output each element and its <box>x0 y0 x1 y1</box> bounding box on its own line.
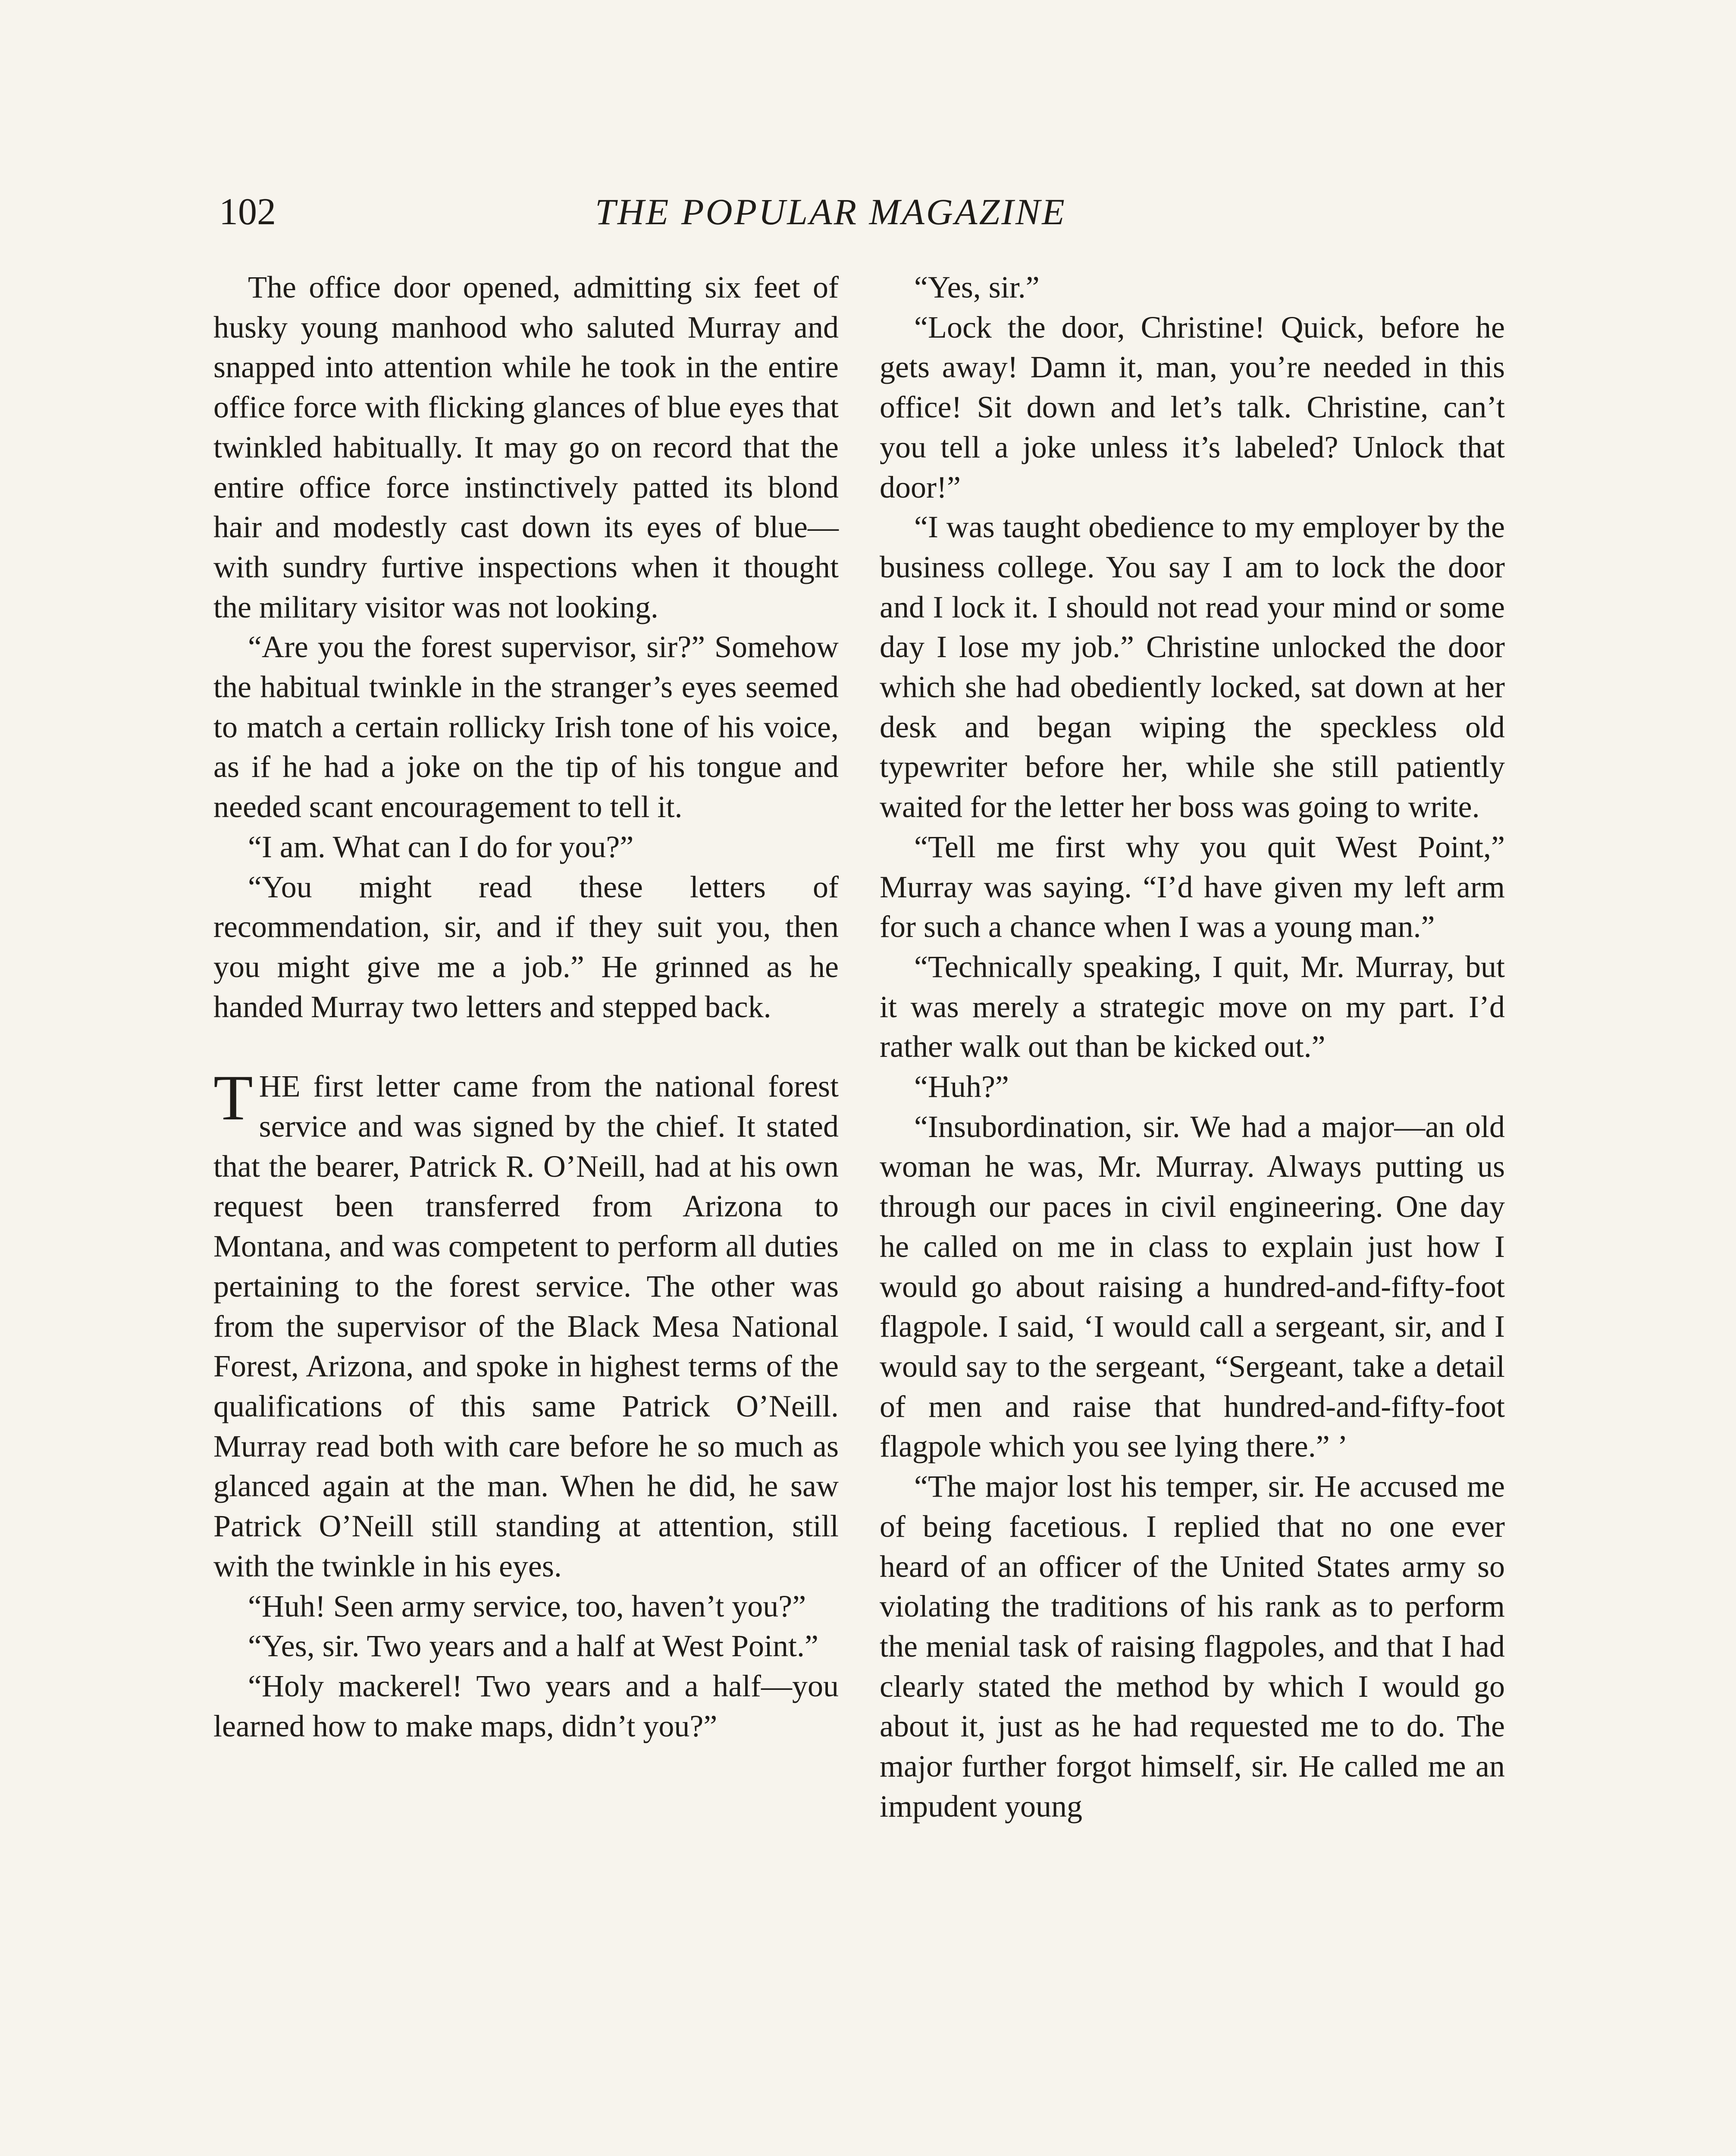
paragraph: “The major lost his temper, sir. He accused me of being facetious. I replied that no one ever heard of an officer of the United States army so violating the traditions of his rank as to perform the menial task of raising flagpoles, and that I had clearly stated the method by which I would go about it, just as he had requested me to do. The major further forgot himself, sir. He called me an impudent young <box>880 1469 1505 1824</box>
paragraph: “You might read these letters of recommendation, sir, and if they suit you, then you might give me a job.” He grinned as he handed Murray two letters and stepped back. <box>213 869 839 1024</box>
section-text: HE first letter came from the national forest service and was signed by the chief. It stated that the bearer, Patrick R. O’Neill, had at his own request been transferred from Arizona to Montana, and was competent to perform all duties pertaining to the forest service. The other was from the supervisor of the Black Mesa National Forest, Arizona, and spoke in highest terms of the qualifications of this same Patrick O’Neill. Murray read both with care before he so much as glanced again at the man. When he did, he saw Patrick O’Neill still standing at attention, still with the twinkle in his eyes. <box>213 1069 839 1583</box>
paragraph: “Huh?” <box>914 1069 1009 1104</box>
running-head: THE POPULAR MAGAZINE <box>595 191 1066 232</box>
paragraph: “Tell me first why you quit West Point,” Murray was saying. “I’d have given my left arm for such a chance when I was a young man.” <box>880 829 1505 944</box>
paragraph: “Holy mackerel! Two years and a half—you learned how to make maps, didn’t you?” <box>213 1668 839 1743</box>
section-paragraph <box>213 1062 839 1586</box>
paragraph: “I am. What can I do for you?” <box>248 829 634 864</box>
paragraph: “Yes, sir. Two years and a half at West Point.” <box>248 1629 818 1664</box>
page-number: 102 <box>219 191 276 233</box>
paragraph: “Huh! Seen army service, too, haven’t you?” <box>248 1589 806 1623</box>
drop-cap: T <box>213 1062 253 1134</box>
paragraph: The office door opened, admitting six feet of husky young manhood who saluted Murray and snapped into attention while he took in the entire office force with flicking glances of blue eyes that twinkled habitually. It may go on record that the entire office force instinctively patted its blond hair and modestly cast down its eyes of blue—with sundry furtive inspections when it thought the military visitor was not looking. <box>213 270 839 624</box>
right-column <box>880 267 1505 1826</box>
paragraph: “I was taught obedience to my employer by the business college. You say I am to lock the door and I lock it. I should not read your mind or some day I lose my job.” Christine unlocked the door which she had obediently locked, sat down at her desk and began wiping the speckless old typewriter before her, while she still patiently waited for the letter her boss was going to write. <box>880 510 1505 824</box>
paragraph: “Are you the forest supervisor, sir?” Somehow the habitual twinkle in the stranger’s eyes seemed to match a certain rollicky Irish tone of his voice, as if he had a joke on the tip of his tongue and needed scant encouragement to tell it. <box>213 630 839 824</box>
paragraph: “Lock the door, Christine! Quick, before he gets away! Damn it, man, you’re needed in this office! Sit down and let’s talk. Christine, can’t you tell a joke unless it’s labeled? Unlock that door!” <box>880 310 1505 505</box>
paragraph: “Technically speaking, I quit, Mr. Murray, but it was merely a strategic move on my part. I’d rather walk out than be kicked out.” <box>880 949 1505 1064</box>
paragraph: “Yes, sir.” <box>914 270 1040 304</box>
paragraph: “Insubordination, sir. We had a major—an old woman he was, Mr. Murray. Always putting us through our paces in civil engineering. One day he called on me in class to explain just how I would go about raising a hundred-and-fifty-foot flagpole. I said, ‘I would call a sergeant, sir, and I would say to the sergeant, “Sergeant, take a detail of men and raise that hundred-and-fifty-foot flagpole which you see lying there.” ’ <box>880 1109 1505 1464</box>
left-column <box>213 267 839 1746</box>
